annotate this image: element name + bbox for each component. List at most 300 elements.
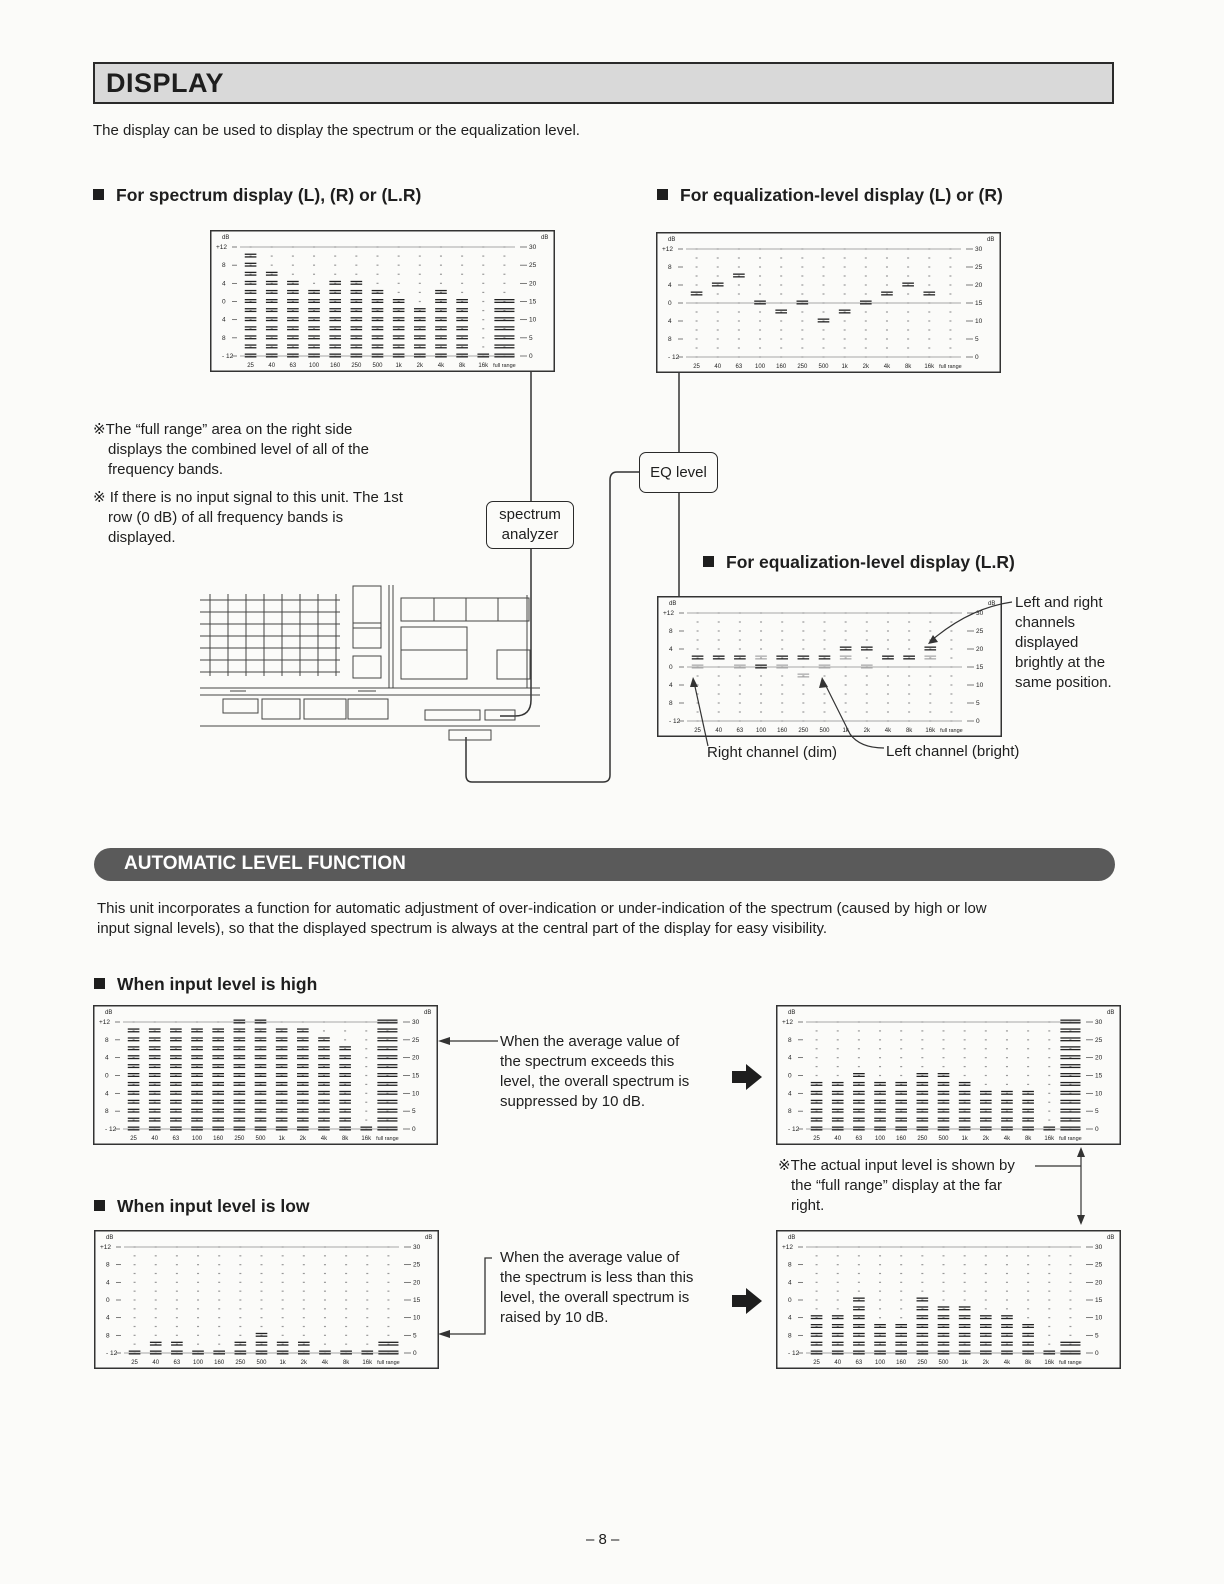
level-segment	[191, 1109, 203, 1110]
grid-dot	[134, 1255, 136, 1256]
level-segment	[1043, 1353, 1055, 1354]
level-segment	[980, 1324, 992, 1325]
level-segment	[840, 649, 852, 650]
left-scale-label: 4	[669, 682, 673, 689]
grid-dot	[355, 255, 357, 256]
grid-dot	[387, 1335, 389, 1336]
grid-dot	[1027, 1308, 1029, 1309]
level-segment	[255, 1022, 267, 1023]
right-scale-label: 10	[1095, 1314, 1103, 1322]
level-segment	[1001, 1344, 1013, 1345]
level-segment	[308, 320, 320, 321]
level-segment	[266, 338, 278, 339]
level-segment	[149, 1031, 161, 1032]
level-segment	[170, 1037, 182, 1038]
level-segment	[1060, 1344, 1080, 1345]
level-segment	[938, 1100, 950, 1101]
right-scale-label: 15	[412, 1072, 420, 1080]
left-scale-label: 0	[106, 1297, 110, 1304]
level-segment	[861, 649, 873, 650]
db-label: dB	[668, 237, 676, 243]
grid-dot	[218, 1344, 220, 1345]
grid-dot	[802, 639, 804, 640]
level-segment	[832, 1336, 844, 1337]
level-segment	[149, 1049, 161, 1050]
grid-dot	[780, 320, 782, 321]
level-segment	[819, 667, 831, 668]
grid-dot	[134, 1264, 136, 1265]
level-segment	[938, 1336, 950, 1337]
grid-dot	[1048, 1075, 1050, 1076]
grid-dot	[324, 1317, 326, 1318]
grid-dot	[943, 1246, 945, 1247]
level-segment	[377, 1049, 397, 1050]
level-segment	[1060, 1058, 1080, 1059]
level-segment	[377, 1111, 397, 1112]
grid-dot	[837, 1282, 839, 1283]
grid-dot	[134, 1344, 136, 1345]
level-segment	[128, 1067, 140, 1068]
db-label: dB	[105, 1010, 113, 1016]
grid-dot	[865, 356, 867, 357]
right-scale-label: 20	[1095, 1054, 1103, 1062]
grid-dot	[760, 639, 762, 640]
grid-dot	[929, 720, 931, 721]
level-segment	[329, 317, 341, 318]
level-segment	[329, 320, 341, 321]
level-segment	[234, 1082, 246, 1083]
grid-dot	[718, 711, 720, 712]
grid-dot	[482, 255, 484, 256]
level-segment	[923, 294, 935, 295]
level-segment	[171, 1351, 183, 1352]
level-segment	[297, 1040, 309, 1041]
level-segment	[1001, 1351, 1013, 1352]
right-scale-label: 30	[975, 246, 983, 253]
level-segment	[959, 1127, 971, 1128]
level-segment	[811, 1118, 823, 1119]
level-segment	[212, 1129, 224, 1130]
grid-dot	[155, 1273, 157, 1274]
grid-dot	[365, 1102, 367, 1103]
grid-dot	[218, 1299, 220, 1300]
left-scale-label: 0	[788, 1072, 792, 1080]
grid-dot	[324, 1344, 326, 1345]
level-segment	[811, 1353, 823, 1354]
grid-dot	[1006, 1048, 1008, 1049]
band-label: 2k	[862, 364, 869, 370]
grid-dot	[837, 1255, 839, 1256]
level-segment	[318, 1037, 330, 1038]
grid-dot	[908, 648, 910, 649]
level-segment	[287, 308, 299, 309]
level-segment	[276, 1073, 288, 1074]
grid-dot	[218, 1255, 220, 1256]
grid-dot	[324, 1308, 326, 1309]
level-segment	[938, 1309, 950, 1310]
grid-dot	[239, 1264, 241, 1265]
grid-dot	[943, 1264, 945, 1265]
grid-dot	[921, 1255, 923, 1256]
grid-dot	[345, 1246, 347, 1247]
grid-dot	[886, 329, 888, 330]
level-segment	[938, 1306, 950, 1307]
level-segment	[255, 1120, 267, 1121]
grid-dot	[1048, 1102, 1050, 1103]
display-heading-bar	[93, 62, 1114, 104]
level-segment	[234, 1094, 246, 1095]
level-segment	[129, 1351, 141, 1352]
level-segment	[149, 1085, 161, 1086]
level-segment	[149, 1091, 161, 1092]
level-segment	[853, 1351, 865, 1352]
grid-dot	[197, 1255, 199, 1256]
grid-dot	[345, 1264, 347, 1265]
level-segment	[171, 1353, 183, 1354]
level-segment	[1001, 1102, 1013, 1103]
page-number: – 8 –	[586, 1531, 620, 1548]
right-scale-label: 15	[1095, 1297, 1103, 1304]
grid-dot	[837, 1273, 839, 1274]
input-high-panel	[93, 1005, 438, 1145]
level-segment	[895, 1342, 907, 1343]
grid-dot	[985, 1273, 987, 1274]
level-segment	[297, 1118, 309, 1119]
grid-dot	[1069, 1335, 1071, 1336]
level-segment	[191, 1091, 203, 1092]
level-segment	[456, 347, 468, 348]
grid-dot	[218, 1326, 220, 1327]
grid-dot	[440, 274, 442, 275]
right-scale-label: 0	[975, 354, 979, 361]
grid-dot	[313, 246, 315, 247]
grid-dot	[928, 311, 930, 312]
level-segment	[212, 1049, 224, 1050]
level-segment	[255, 1082, 267, 1083]
level-segment	[191, 1037, 203, 1038]
left-scale-label: - 12	[668, 354, 680, 361]
grid-dot	[387, 1246, 389, 1247]
grid-dot	[858, 1255, 860, 1256]
grid-dot	[197, 1299, 199, 1300]
level-segment	[811, 1327, 823, 1328]
level-segment	[308, 354, 320, 355]
level-segment	[1001, 1120, 1013, 1121]
left-scale-label: 8	[222, 334, 226, 342]
grid-dot	[155, 1282, 157, 1283]
grid-dot	[907, 320, 909, 321]
level-segment	[980, 1118, 992, 1119]
level-segment	[329, 338, 341, 339]
level-segment	[191, 1073, 203, 1074]
level-segment	[234, 1058, 246, 1059]
level-segment	[435, 308, 447, 309]
level-segment	[212, 1109, 224, 1110]
level-segment	[276, 1076, 288, 1077]
level-segment	[339, 1049, 351, 1050]
grid-dot	[366, 1317, 368, 1318]
grid-dot	[324, 1326, 326, 1327]
grid-dot	[900, 1291, 902, 1292]
grid-dot	[345, 1282, 347, 1283]
level-segment	[874, 1344, 886, 1345]
level-segment	[378, 1351, 398, 1352]
level-segment	[853, 1102, 865, 1103]
grid-dot	[303, 1264, 305, 1265]
grid-dot	[844, 248, 846, 249]
grid-dot	[239, 1273, 241, 1274]
level-segment	[882, 656, 894, 657]
grid-dot	[985, 1084, 987, 1085]
grid-dot	[866, 684, 868, 685]
grid-dot	[949, 311, 951, 312]
grid-dot	[271, 255, 273, 256]
grid-dot	[313, 255, 315, 256]
grid-dot	[697, 711, 699, 712]
level-segment	[938, 1109, 950, 1110]
band-label: 160	[214, 1360, 225, 1366]
input-high-suppressed-panel	[776, 1005, 1121, 1145]
level-segment	[414, 329, 426, 330]
level-segment	[318, 1076, 330, 1077]
level-segment	[1060, 1085, 1080, 1086]
level-segment	[255, 1129, 267, 1130]
db-label: dB	[222, 235, 230, 241]
left-scale-label: 0	[222, 298, 226, 306]
grid-dot	[879, 1317, 881, 1318]
level-segment	[318, 1064, 330, 1065]
grid-dot	[303, 1308, 305, 1309]
level-segment	[255, 1111, 267, 1112]
left-scale-label: +12	[782, 1019, 794, 1026]
grid-dot	[738, 329, 740, 330]
grid-dot	[900, 1273, 902, 1274]
grid-dot	[697, 684, 699, 685]
right-scale-label: 25	[1095, 1261, 1103, 1269]
right-scale-label: 5	[1095, 1108, 1099, 1116]
grid-dot	[781, 702, 783, 703]
level-segment	[170, 1118, 182, 1119]
grid-dot	[949, 257, 951, 258]
grid-dot	[964, 1021, 966, 1022]
level-segment	[494, 326, 514, 327]
grid-dot	[823, 338, 825, 339]
level-segment	[414, 308, 426, 309]
level-segment	[351, 299, 363, 300]
grid-dot	[292, 246, 294, 247]
level-segment	[853, 1094, 865, 1095]
level-segment	[1060, 1040, 1080, 1041]
grid-dot	[780, 302, 782, 303]
level-segment	[256, 1336, 268, 1337]
level-segment	[456, 329, 468, 330]
grid-dot	[239, 1299, 241, 1300]
level-segment	[377, 1055, 397, 1056]
grid-dot	[950, 630, 952, 631]
level-segment	[212, 1082, 224, 1083]
band-label: 63	[735, 364, 743, 370]
left-scale-label: 4	[788, 1314, 792, 1322]
level-segment	[832, 1127, 844, 1128]
level-segment	[287, 344, 299, 345]
no-input-note: ※ If there is no input signal to this unit. The 1st row (0 dB) of all frequency bands is displayed.	[93, 489, 403, 546]
grid-dot	[879, 1075, 881, 1076]
level-segment	[435, 329, 447, 330]
level-segment	[339, 1120, 351, 1121]
band-label: 250	[798, 728, 809, 734]
grid-dot	[845, 675, 847, 676]
level-segment	[494, 329, 514, 330]
grid-dot	[801, 257, 803, 258]
grid-dot	[387, 1291, 389, 1292]
grid-dot	[887, 693, 889, 694]
level-segment	[377, 1058, 397, 1059]
level-segment	[755, 656, 767, 657]
grid-dot	[482, 292, 484, 293]
band-label: 2k	[300, 1360, 307, 1366]
level-segment	[853, 1315, 865, 1316]
grid-dot	[1069, 1308, 1071, 1309]
grid-dot	[197, 1308, 199, 1309]
level-segment	[128, 1102, 140, 1103]
grid-dot	[900, 1030, 902, 1031]
grid-dot	[739, 675, 741, 676]
left-scale-label: 4	[222, 316, 226, 324]
grid-dot	[759, 356, 761, 357]
grid-dot	[844, 257, 846, 258]
grid-dot	[780, 356, 782, 357]
grid-dot	[801, 275, 803, 276]
level-segment	[874, 1118, 886, 1119]
band-label: 500	[938, 1360, 949, 1366]
grid-dot	[1027, 1299, 1029, 1300]
grid-dot	[197, 1317, 199, 1318]
right-scale-label: 25	[976, 628, 984, 635]
level-segment	[895, 1091, 907, 1092]
grid-dot	[738, 338, 740, 339]
band-label: 250	[351, 363, 362, 369]
grid-dot	[345, 1273, 347, 1274]
grid-dot	[1006, 1066, 1008, 1067]
grid-dot	[900, 1246, 902, 1247]
grid-dot	[1006, 1273, 1008, 1274]
grid-dot	[738, 284, 740, 285]
level-segment	[377, 1127, 397, 1128]
level-segment	[191, 1111, 203, 1112]
level-segment	[393, 356, 405, 357]
level-segment	[874, 1102, 886, 1103]
grid-dot	[760, 693, 762, 694]
right-scale-label: 15	[413, 1297, 421, 1304]
grid-dot	[837, 1066, 839, 1067]
grid-dot	[133, 1021, 135, 1022]
grid-dot	[759, 284, 761, 285]
band-label: full range	[1059, 1360, 1082, 1366]
level-segment	[297, 1037, 309, 1038]
grid-dot	[929, 693, 931, 694]
level-segment	[895, 1336, 907, 1337]
level-segment	[234, 1102, 246, 1103]
grid-dot	[239, 1308, 241, 1309]
grid-dot	[739, 648, 741, 649]
band-label: 160	[776, 364, 787, 370]
grid-dot	[344, 1030, 346, 1031]
level-segment	[128, 1127, 140, 1128]
level-segment	[351, 338, 363, 339]
grid-dot	[377, 265, 379, 266]
level-segment	[895, 1100, 907, 1101]
grid-dot	[1048, 1317, 1050, 1318]
level-segment	[329, 293, 341, 294]
band-label: 40	[834, 1360, 842, 1366]
level-segment	[149, 1127, 161, 1128]
level-segment	[377, 1094, 397, 1095]
level-segment	[1001, 1127, 1013, 1128]
level-segment	[917, 1109, 929, 1110]
level-segment	[811, 1344, 823, 1345]
level-segment	[255, 1020, 267, 1021]
level-segment	[360, 1127, 372, 1128]
level-segment	[212, 1118, 224, 1119]
grid-dot	[239, 1317, 241, 1318]
level-segment	[372, 317, 384, 318]
level-segment	[170, 1064, 182, 1065]
band-label: 1k	[395, 363, 402, 369]
level-segment	[435, 302, 447, 303]
grid-dot	[303, 1335, 305, 1336]
grid-dot	[879, 1039, 881, 1040]
grid-dot	[950, 720, 952, 721]
grid-dot	[908, 702, 910, 703]
grid-dot	[886, 284, 888, 285]
level-segment	[874, 1353, 886, 1354]
left-scale-label: +12	[216, 244, 228, 251]
level-segment	[456, 335, 468, 336]
level-segment	[276, 1120, 288, 1121]
level-segment	[853, 1300, 865, 1301]
level-segment	[255, 1109, 267, 1110]
grid-dot	[780, 257, 782, 258]
right-scale-label: 30	[976, 610, 984, 617]
level-segment	[1022, 1120, 1034, 1121]
level-segment	[128, 1028, 140, 1029]
level-segment	[853, 1111, 865, 1112]
grid-dot	[261, 1255, 263, 1256]
level-segment	[895, 1351, 907, 1352]
level-segment	[339, 1100, 351, 1101]
level-segment	[256, 1351, 268, 1352]
grid-dot	[482, 283, 484, 284]
grid-dot	[365, 1075, 367, 1076]
left-scale-label: 4	[788, 1279, 792, 1287]
grid-dot	[908, 693, 910, 694]
level-segment	[861, 667, 873, 668]
level-segment	[811, 1111, 823, 1112]
level-segment	[276, 1129, 288, 1130]
grid-dot	[696, 275, 698, 276]
grid-dot	[858, 1030, 860, 1031]
level-segment	[213, 1351, 225, 1352]
grid-dot	[759, 275, 761, 276]
level-segment	[917, 1085, 929, 1086]
level-segment	[494, 335, 514, 336]
eq-level-display-panel	[656, 232, 1001, 373]
level-segment	[832, 1342, 844, 1343]
level-segment	[924, 656, 936, 657]
level-segment	[339, 1129, 351, 1130]
grid-dot	[1027, 1291, 1029, 1292]
level-segment	[811, 1315, 823, 1316]
